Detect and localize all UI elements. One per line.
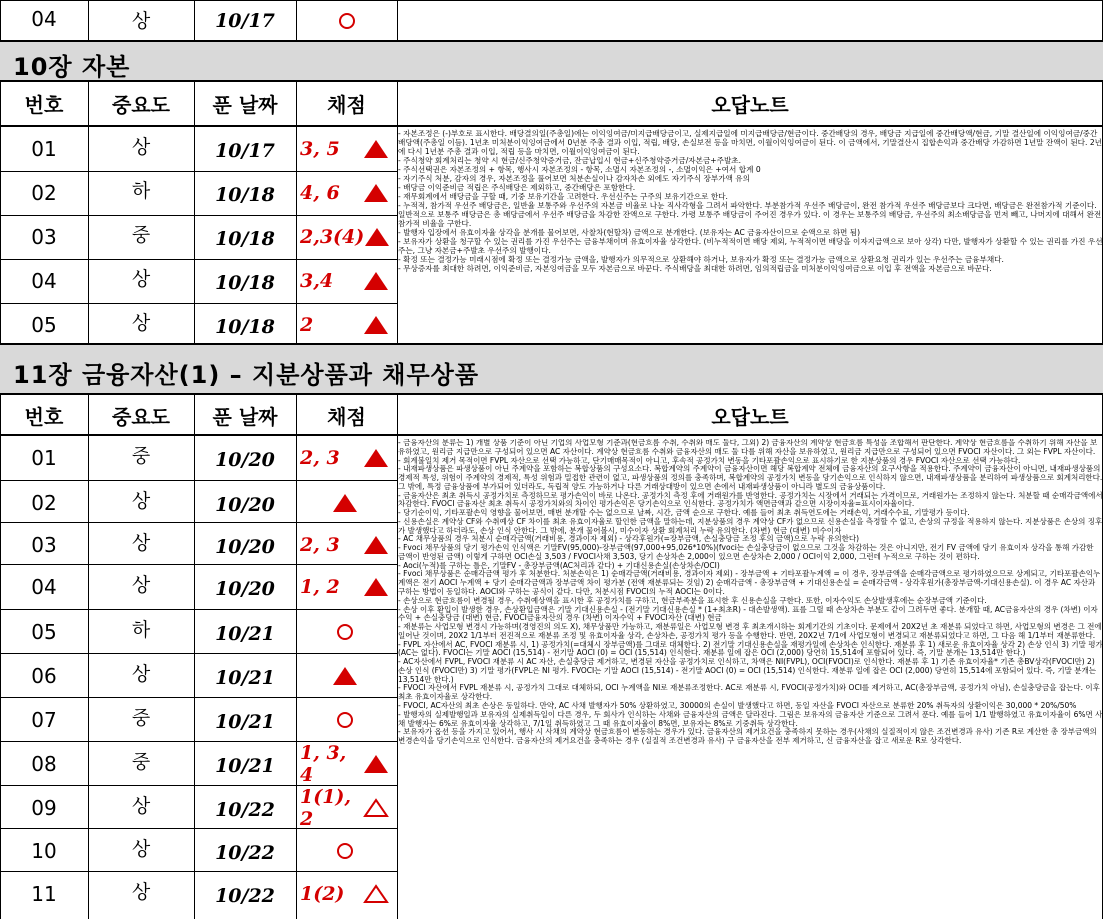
row-importance: 상	[131, 837, 151, 860]
triangle-mark-icon	[363, 183, 389, 203]
row-date: 10/21	[215, 667, 275, 689]
top-row-date: 10/17	[215, 10, 275, 32]
note-line: - 배당금 이익준비금 적립은 주식배당은 제외하고, 중간배당은 포함한다.	[398, 183, 636, 193]
top-row-num: 04	[31, 7, 57, 31]
row-date: 10/20	[215, 578, 275, 600]
row-score	[300, 698, 395, 742]
score-text: 2	[300, 314, 314, 336]
score-text: 1, 2	[300, 576, 340, 598]
header-num: 번호	[24, 404, 64, 429]
chapter-11-wrong-answer-notes	[398, 439, 1103, 919]
row-date: 10/22	[215, 885, 275, 907]
row-date: 10/20	[215, 494, 275, 516]
row-score	[300, 742, 395, 786]
row-date: 10/17	[215, 140, 275, 162]
circle-mark-icon	[296, 2, 397, 40]
note-line: - FVOCI 자산에서 FVPL 재분류 시, 공정가치 그대로 대체하되, OCI 누계액을 NI로 재분류조정한다. AC로 재분류 시, FVOCI(공정가치)와 OCI를 제거하고, AC(총장부금액, 공정가치 아님), 손실충당금을 잡는다. 이후 최초 유효이자율로 상각한다.	[398, 683, 1100, 702]
note-line: - Fvoci 채무상품의 당기 평가손익 인식액은 기말FV(95,000)-장부금액(97,000+95,026*10%)(fvoci는 손실충당금이 없으므로 그것을 차감하는 것은 아니지만, 전기 FV 금액에 당기 유효이자 상각을 통해 가감한 금액이 반영된 금액) 이렇게 구하면 OCI손실 3,503 / FVOCI사채 3,503, 당기 손상차손 2,000이 있으면 손상차손 2,000 / OCI이익 2,000, 그런데 누적으로 구하는 것이 편하다.	[398, 543, 1094, 561]
circle-mark-icon	[336, 711, 354, 729]
row-date: 10/18	[215, 272, 275, 294]
note-line: - 손상 이후 환입이 발생한 경우, 손상환입금액은 기말 기대신용손실 - (전기말 기대신용손실 * (1+최초R) - 대손발생액). 표를 그릴 때 손상차손 부분도 같이 그려두면 좋다. 분개할 때, AC금융자산의 경우 (차변) 이자수익 + 손실충당금 (대변) 현금, FVOCI금융자산의 경우 (차변) 이자수익 + FVOCI자산 (대변) 현금	[398, 604, 1098, 623]
note-line: - AC 채무상품의 경우 처분시 순매각금액(거래비용, 경과이자 제외) - 상각후원가(=장부금액, 손실충당금 조정 후의 금액)으로 누락 유의한다)	[398, 534, 860, 544]
note-line: - FVOCI, AC자산의 최초 손상은 동일하다. 만약, AC 사채 발행자가 50% 상환하였고, 30000의 손실이 발생했다고 하면, 동일 자산을 FVOCI 자산으로 분류한 20% 취득자의 상환이익은 30,000 * 20%/50%	[398, 700, 1077, 710]
row-importance: 하	[131, 618, 151, 641]
note-line: - 자본조정은 (-)부호로 표시한다. 배당결의일(주총일)에는 이익잉여금/미지급배당금이고, 실제지급일에 미지급배당금/현금이다. 중간배당의 경우, 배당금 지급일에 중간배당액/현금, 기말 결산일에 이익잉여금/중간배당액(주총일 이듬). 1년초 미처분이익잉여금에서 0년분 주총 결과 이입, 적립, 배당, 손실보전 등을 마치면, 이월이익잉여금이 된다. 이 금액에서, 기말결산시 집합손익과 중간배당 가감하면 1년말 잔액이 된다. 2년에 다시 1년분 주총 결과 이입, 적립 등을 마치면, 이월이익잉여금이 된다.	[398, 129, 1103, 157]
row-num: 04	[31, 575, 57, 599]
row-num: 03	[31, 225, 57, 249]
row-score	[300, 260, 395, 302]
chapter-title: 10장 자본	[13, 53, 131, 81]
row-importance: 상	[131, 489, 151, 512]
note-line: - 내재파생상품은 파생상품이 아닌 주계약을 포함하는 복합상품의 구성요소다. 복합계약의 주계약이 금융자산이면 해당 복합계약 전체에 금융자산의 요구사항을 적용한다. 주계약이 금융자산이 아니면, 내재파생상품의 경제적 특성, 위험이 주계약의 경제적, 특성 위험과 밀접한 관련이 없고, 파생상품의 정의를 충족하며, 복합계약의 공정가치 변동을 당기손익으로 인식하지 않으면, 내재파생상품을 분리하여 파생상품으로 회계처리한다. 그 밖에, 특정 금융상품에 부가되어 있더라도, 독립적 양도 가능하거나 다른 거래상대방이 있으면 손에서 내재파생상품이 아니라 별도의 금융상품이다.	[398, 464, 1103, 491]
note-line: - 금융자산의 분류는 1) 개별 상품 기준이 아닌 기업의 사업모형 기준과(현금흐름 수취, 수취와 매도 둘다, 그외) 2) 금융자산의 계약상 현금흐름 특성을 조합해서 판단한다. 계약상 현금흐름을 수취하기 위해 자산을 보유하였고, 원리금 지급만으로 구성되어 있으면 AC 자산이다. 계약상 현금흐름 수취와 금융자산의 매도 둘 다를 위해 자산을 보유하였고, 원리금 지급만으로 구성되어 있으면 FVOCI 자산이다. 그 외는 FVPL 자산이다.	[398, 439, 1098, 456]
note-line: - 당기순이익, 기타포괄손익 영향을 물어보면, 매번 분개할 수는 없으므로 날짜, 시간, 금액 순으로 구한다. 예를 들어 최초 취득연도에는 거래손익, 거래수수료, 기말평가 등이다.	[398, 508, 970, 518]
note-line: - 보유자가 옵션 등을 가지고 있어서, 행사 시 사채의 계약상 현금흐름이 변동하는 경우가 있다. 금융자산의 제거요건을 충족하지 못하는 경우(사채의 실질적이지 않은 조건변경과 유사) 기존 R로 계산한 총 장부금액의 변경손익을 당기손익으로 인식한다. 금융자산의 제거요건을 충족하는 경우 (실질적 조건변경과 유사) 구 금융자산을 전부 제거하고, 신 금융자산을 잡고 새로운 R로 상각한다.	[398, 727, 1097, 746]
row-score	[300, 829, 395, 873]
chapter-10-wrong-answer-notes	[398, 129, 1103, 341]
row-num: 02	[31, 181, 57, 205]
score-text: 3, 5	[300, 138, 340, 160]
row-date: 10/21	[215, 755, 275, 777]
row-date: 10/18	[215, 228, 275, 250]
row-score	[300, 481, 395, 525]
row-score	[300, 610, 395, 654]
note-line: - 누적적, 참가적 우선주 배당금은, 일반율 보통주와 우선주의 자본금 비율로 나눈 직사각형을 그려서 파악한다. 부분참가적 우선주 배당금이, 완전 참가적 우선주 배당금보다 크다면, 배당금은 완전참가적 기준이다. 일반적으로 보통주 배당금은 총 배당금에서 우선주 배당금을 차감한 잔액으로 구한다. 가령 보통주 배당금이 주어진 경우가 있다. 이 경우는 보통주의 배당금, 우선주의 최소배당금을 먼저 빼고, 나머지에 대해서 완전참가적 비율을 구한다.	[398, 201, 1102, 229]
header-score: 채점	[327, 92, 366, 117]
row-score	[300, 216, 395, 258]
row-importance: 상	[131, 662, 151, 685]
row-score	[300, 565, 395, 609]
row-importance: 상	[131, 794, 151, 817]
row-score	[300, 523, 395, 567]
row-date: 10/22	[215, 799, 275, 821]
row-date: 10/22	[215, 842, 275, 864]
score-text: 2, 3	[300, 534, 340, 556]
note-line: - 신용손실은 계약상 CF와 수취예상 CF 차이를 최초 유효이자율로 할인한 금액을 말하는데, 지분상품의 경우 계약상 CF가 없으므로 신용손실을 측정할 수 없고, 손상의 규정을 적용하지 않는다. 지분상품은 손상의 징후가 발생했다고 하더라도, 손상 인식 안한다. 그 밖에, 분개 물어볼시, 미수이자 상환 회계처리 누락 유의한다. (차변) 현금 (대변) 미수이자	[398, 516, 1103, 535]
score-text: 4, 6	[300, 182, 340, 204]
row-num: 05	[31, 313, 57, 337]
header-num: 번호	[24, 92, 64, 117]
row-num: 04	[31, 269, 57, 293]
note-line: - 주식선택권은 자본조정의 + 항목, 행사시 자본조정의 - 항목, 소멸시 자본조정의 -, 소멸이익은 +여서 합계 0	[398, 165, 761, 175]
row-num: 05	[31, 620, 57, 644]
row-date: 10/20	[215, 536, 275, 558]
row-importance: 상	[131, 135, 151, 158]
row-importance: 상	[131, 267, 151, 290]
top-row-importance: 상	[131, 9, 151, 32]
row-score	[300, 654, 395, 698]
header-notes: 오답노트	[711, 92, 789, 117]
row-score	[300, 172, 395, 214]
triangle-mark-icon	[332, 493, 358, 513]
triangle-mark-icon	[363, 139, 389, 159]
row-importance: 중	[131, 223, 151, 246]
row-date: 10/18	[215, 316, 275, 338]
note-line: - 주식청약 회계처리는 청약 시 현금/신주청약증거금, 잔금납입시 현금+신주청약증거금/자본금+주발초.	[398, 156, 742, 166]
triangle-mark-icon	[363, 535, 389, 555]
row-num: 01	[31, 137, 57, 161]
note-line: - 발행자 입장에서 유효이자율 상각을 분개를 물어보면, 사찰차(현할차) 금액으로 분개한다. (보유자는 AC 금융자산이므로 순액으로 하면 됨)	[398, 228, 861, 238]
note-line: - FVPL 자산에서 AC, FVOCI 재분류 시, 1) 공정가치(=대체시 장부금액)를 그대로 대체한다. 2) 전기말 기대신용손실을 재평가일에 손상차손 인식한다. 재분류 후 1) 새로운 유효이자율 상각 2) 손상 인식 3) 기말 평가(AC는 없다). FVOCI는 기말 AOCI (15,514) - 전기말 AOCI (0) = OCI (15,514) 인식한다. 재분류 일에 잡은 OCI (2,000) 당연히 15,514에 포함되어 있다. 즉, 기말 분개는 13,514만 한다.)	[398, 639, 1103, 658]
note-line: - 금융자산은 최초 취득시 공정가치로 측정하므로 평가손익이 바로 나온다. 공정가치 측정 후에 거래원가를 반영한다. 공정가치는 시장에서 거래되는 가격이므로, 거래원가는 조정하지 않는다. 처분할 때 순매각금액에서 차감한다. FVOCI 금융자산 최초 취득시 공정가치와의 차이인 평가손익은 당기손익으로 인식한다. 공정가치가 액면금액과 같으면 시장이자율=표시이자율이다.	[398, 490, 1103, 509]
note-line: - 발행자의 실제발행일과 보유자의 실제취득일이 다른 경우, 두 회사가 인식하는 사채와 금융자산의 금액은 달라진다. 그림은 보유자의 금융자산 기준으로 그려서 푼다. 예를 들어 1/1 발행하였고 유효이자율이 6%면 사채 발행자는 6%로 유효이자율 상각하고, 7/1일 취득하였고 그 때 유효이자율이 8%면, 보유자는 8%로 기중취득 상각한다.	[398, 709, 1103, 728]
row-score	[300, 128, 395, 170]
row-score	[300, 786, 395, 830]
header-date: 푼 날짜	[212, 404, 278, 429]
chapter-title: 11장 금융자산(1) – 지분상품과 채무상품	[13, 361, 480, 389]
triangle-outline-mark-icon	[363, 884, 389, 904]
score-text: 1(1), 2	[300, 786, 352, 830]
row-score	[300, 304, 395, 346]
row-importance: 상	[131, 531, 151, 554]
row-importance: 상	[131, 311, 151, 334]
chapter-11-heading	[0, 343, 1103, 395]
score-text: 3,4	[300, 270, 334, 292]
circle-mark-icon	[336, 623, 354, 641]
note-line: - 회계불일치 제거 목적이면 FVPL 자산으로 선택 가능하고, 단기매매목적이 아니고, 후속적 공정가치 변동을 기타포괄손익으로 표시하기로 한 지분상품의 경우 FVOCI 자산으로 선택 가능하다.	[398, 455, 1021, 465]
row-importance: 상	[131, 573, 151, 596]
header-importance: 중요도	[112, 92, 170, 117]
row-num: 09	[31, 796, 57, 820]
note-line: - 재분류는 사업모형 변경시 가능하며(경영진의 의도 X), 채무상품만 가능하고, 재분류일은 사업모형 변경 후 최초개시하는 회계기간의 기초이다. 문제에서 20X2년 초 재분류 되었다고 하면, 사업모형의 변경은 그 전에 일어난 것이며, 20X2 1/1부터 전진적으로 재분류 조정 및 유효이자율 상각, 손상차손, 공정가치 평가 등을 수행한다. 반면, 20X2년 7/1에 사업모형이 변경되고 재분류되었다고 하면, 그 다음 해 1/1부터 재분류한다.	[398, 622, 1102, 640]
note-line: - Aoci(누적)를 구하는 틀은, 기말FV - 총장부금액(AC처리과 같다) + 기대신용손실(손상차손/OCI)	[398, 560, 720, 570]
triangle-mark-icon	[363, 271, 389, 291]
row-importance: 중	[131, 750, 151, 773]
row-date: 10/21	[215, 623, 275, 645]
row-importance: 하	[131, 179, 151, 202]
row-score	[300, 436, 395, 480]
triangle-mark-icon	[364, 227, 390, 247]
row-num: 06	[31, 664, 57, 688]
score-text: 2, 3	[300, 447, 340, 469]
header-date: 푼 날짜	[212, 92, 278, 117]
row-num: 01	[31, 446, 57, 470]
note-line: - 무상증자를 최대한 하려면, 이익준비금, 자본잉여금을 모두 자본금으로 바꾼다. 주식배당을 최대한 하려면, 임의적립금을 미처분이익잉여금으로 이입 후 전액을 자본금으로 바꾼다.	[398, 264, 992, 274]
row-importance: 중	[131, 706, 151, 729]
row-importance: 상	[131, 880, 151, 903]
row-num: 02	[31, 491, 57, 515]
row-num: 08	[31, 752, 57, 776]
note-line: - 확정 또는 결정가능 미래시점에 확정 또는 결정가능 금액을, 발행자가 의무적으로 상환해야 하거나, 보유자가 확정 또는 결정가능 금액으로 상환요청 권리가 있는 우선주는 금융부채다.	[398, 255, 1004, 265]
chapter-10-heading	[0, 40, 1103, 82]
triangle-mark-icon	[363, 315, 389, 335]
score-text: 2,3(4)	[300, 226, 365, 248]
header-notes: 오답노트	[711, 404, 789, 429]
header-score: 채점	[327, 404, 366, 429]
row-num: 03	[31, 533, 57, 557]
triangle-outline-mark-icon	[363, 798, 389, 818]
header-importance: 중요도	[112, 404, 170, 429]
circle-mark-icon	[336, 842, 354, 860]
note-line: - 자기주식 처분, 감자의 경우, 자본조정을 풀어보면 처분손실이나 감자차손 외에도 자기주식 장부가액 유의	[398, 174, 750, 184]
triangle-mark-icon	[363, 577, 389, 597]
score-text: 1, 3, 4	[300, 742, 347, 786]
row-num: 10	[31, 839, 57, 863]
triangle-mark-icon	[363, 754, 389, 774]
row-num: 11	[31, 882, 57, 906]
note-line: - 재무회계에서 배당금을 구할 때, 기중 보유기간을 고려한다. 우선신주는 구주의 보유기간으로 한다.	[398, 192, 728, 202]
row-score	[300, 872, 395, 916]
note-line: - AC자산에서 FVPL, FVOCI 재분류 시 AC 자산, 손실충당금 제거하고, 변경된 자산을 공정가치로 인식하고, 차액은 NI(FVPL), OCI(FVOCI)로 인식한다. 재분류 후 1) 기존 유효이자율* 기존 총BV상각(FVOCI만) 2) 손상 인식 (FVOCI만) 3) 기말 평가(FVPL은 NI 평가. FVOCI는 기말 AOCI (15,514) - 전기말 AOCI (0) = OCI (15,514) 인식한다. 재분류 일에 잡은 OCI (2,000) 당연히 15,514에 포함되어 있다. 즉, 기말 분개는 13,514만 한다.)	[398, 657, 1097, 684]
row-date: 10/18	[215, 184, 275, 206]
row-date: 10/21	[215, 711, 275, 733]
row-date: 10/20	[215, 449, 275, 471]
triangle-mark-icon	[363, 448, 389, 468]
note-line: - 보유자가 상환을 청구할 수 있는 권리를 가진 우선주는 금융부채이며 유효이자율 상각한다. (비누적적이면 배당 제외, 누적적이면 배당을 이자지급액으로 보아 상각) 다만, 발행자가 상환할 수 있는 권리를 가진 우선주는, 그냥 자본금+주발초 우선주의 발행이다.	[398, 237, 1103, 256]
triangle-mark-icon	[332, 666, 358, 686]
note-line: - Fvoci 채무상품은 순매각금액 평가 후 처분한다. 처분손익은 1) 순매각금액(거래비용, 경과이자 제외) - 장부금액 + 기타포괄누계액 = 이 경우, 장부금액을 순매각금액으로 평가하였으므로 상계되고, 기타포괄손익누계액은 전기 AOCI 누계액 + 당기 순매각금액과 장부금액 차이 평가분 (전액 재분류되는 것임) 2) 순매각금액 - 총장부금액 + 기대신용손실 = 순매각금액 - 상각후원가(총장부금액-기대신용손실). 이 경우 AC 자산과 구하는 방법이 동일하다. AOCI와 구하는 공식이 같다. 다만, 처분시점 FVOCI의 누적 AOCI는 0이다.	[398, 569, 1101, 597]
score-text: 1(2)	[300, 883, 345, 905]
note-line: - 손상으로 현금흐름이 변경될 경우, 수취예상액을 표시한 후 공정가치를 구하고, 현금부족분을 표시한 후 신용손실을 구한다. 또한, 이자수익도 손상발생후에는 순장부금액 기준이다.	[398, 595, 987, 605]
row-importance: 중	[131, 444, 151, 467]
row-num: 07	[31, 708, 57, 732]
